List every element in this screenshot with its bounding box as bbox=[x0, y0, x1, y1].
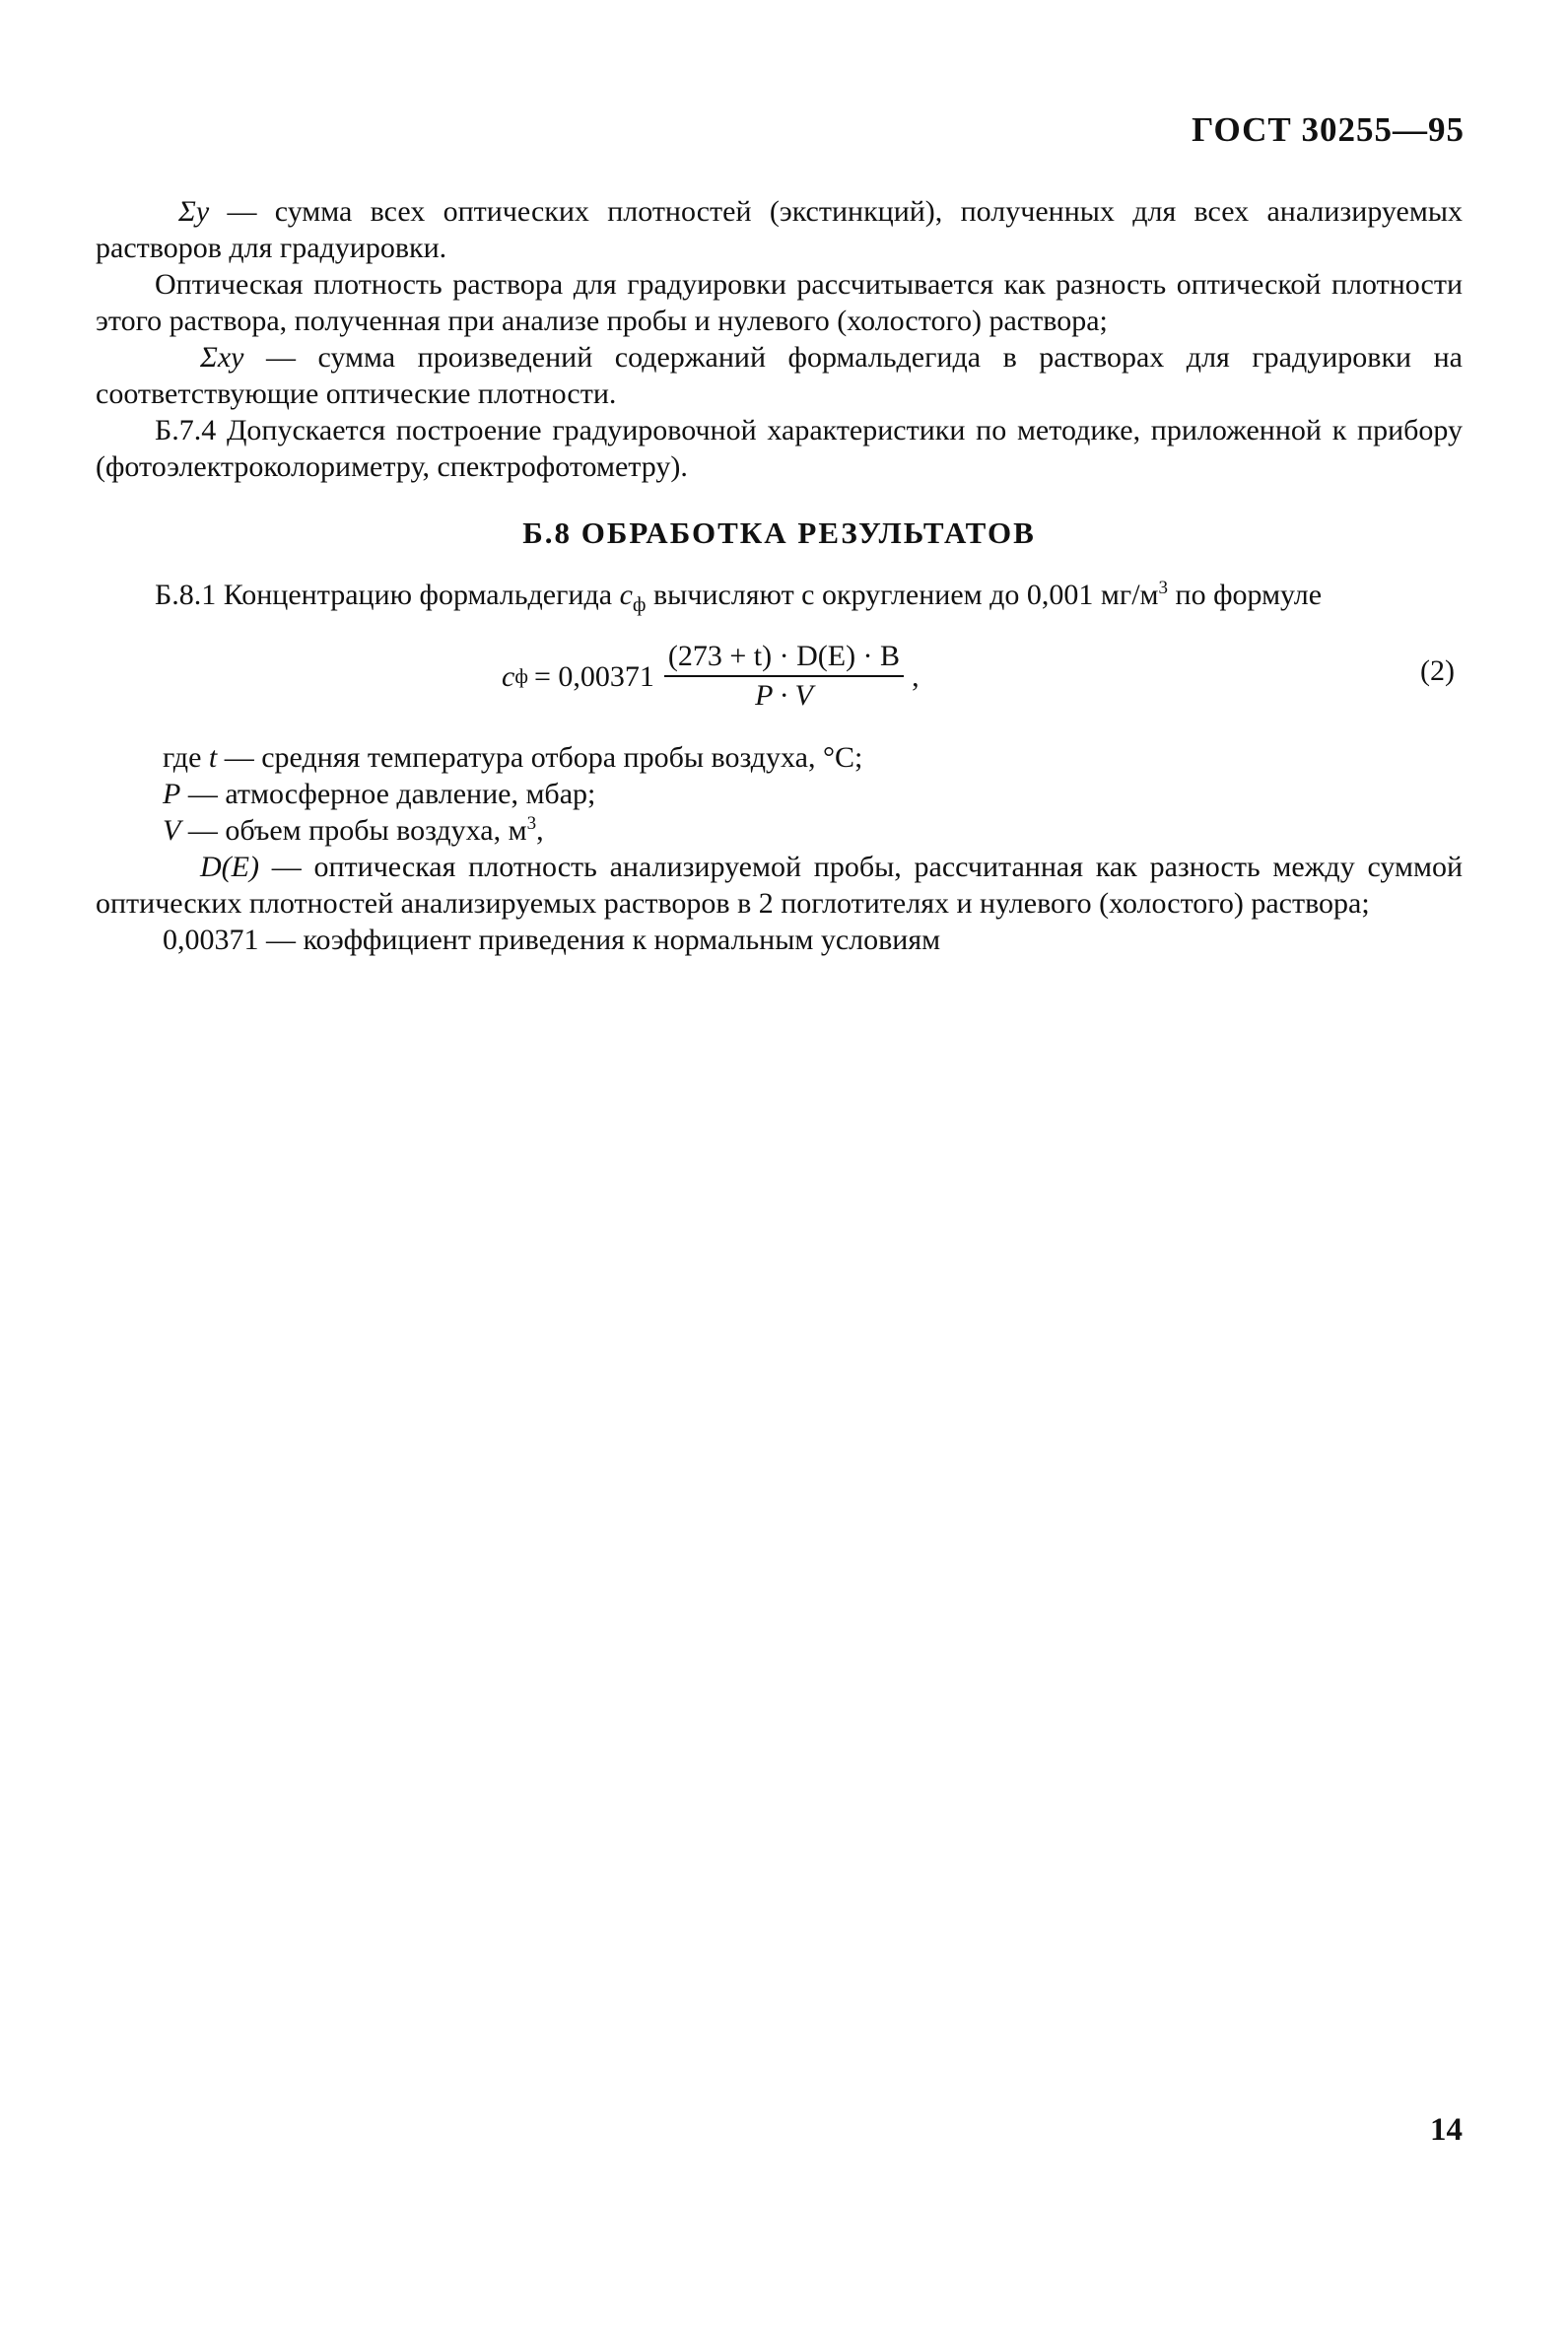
formula-trailing-comma: , bbox=[912, 659, 920, 693]
standard-code-header: ГОСТ 30255—95 bbox=[1192, 110, 1465, 149]
where-line-t bbox=[96, 739, 1463, 776]
where-symbol: V bbox=[163, 814, 181, 847]
paragraph-text: — сумма произведений содержаний формальдегида в растворах для градуировки на соответствующие оптические плотности. bbox=[96, 341, 1463, 410]
where-symbol: t bbox=[208, 741, 218, 774]
paragraph-optical-density: Оптическая плотность раствора для градуировки рассчитывается как разность оптической плотности этого раствора, полученная при анализе пробы и нулевого (холостого) раствора; bbox=[96, 268, 1463, 337]
where-after: , bbox=[536, 814, 544, 847]
where-lead: где bbox=[163, 741, 209, 774]
where-symbol: P bbox=[163, 778, 181, 810]
section-title: Б.8 ОБРАБОТКА РЕЗУЛЬТАТОВ bbox=[522, 515, 1036, 550]
where-text: — коэффициент приведения к нормальным условиям bbox=[258, 924, 941, 956]
document-body bbox=[96, 193, 1463, 958]
where-symbol: D(E) bbox=[200, 851, 259, 883]
where-text: — оптическая плотность анализируемой пробы, рассчитанная как разность между суммой оптических плотностей анализируемых растворов в 2 поглотителях и нулевого (холостого) раствора; bbox=[96, 851, 1463, 920]
paragraph-b-7-4: Б.7.4 Допускается построение градуировочной характеристики по методике, приложенной к прибору (фотоэлектроколориметру, спектрофотометру). bbox=[96, 414, 1463, 483]
paragraph-sum-xy bbox=[96, 339, 1463, 412]
formula-numerator: (273 + t) · D(E) · B bbox=[664, 640, 904, 677]
where-text: — атмосферное давление, мбар; bbox=[180, 778, 596, 810]
where-line-v bbox=[96, 812, 1463, 849]
where-line-coefficient bbox=[96, 922, 1463, 958]
page-number: 14 bbox=[1430, 2112, 1463, 2148]
text-lead: Б.8.1 Концентрацию формальдегида bbox=[155, 579, 620, 611]
paragraph-b-8-1 bbox=[96, 577, 1463, 616]
formula: c ф = 0,00371 $\frac{(273 + t) \cdot D(E) \cdot B}{P \cdot V}$ , bbox=[502, 640, 920, 712]
formula-block bbox=[96, 631, 1463, 721]
formula-denominator: P · V bbox=[755, 679, 813, 712]
where-text: — средняя температура отбора пробы воздуха, °С; bbox=[217, 741, 863, 774]
where-superscript: 3 bbox=[526, 813, 537, 834]
text-mid: вычисляют с округлением до 0,001 мг/м bbox=[646, 579, 1159, 611]
formula-lhs-var: c bbox=[502, 659, 515, 693]
formula-equals-coefficient: = 0,00371 bbox=[533, 659, 654, 693]
where-text: — объем пробы воздуха, м bbox=[180, 814, 527, 847]
where-lead: 0,00371 bbox=[163, 924, 259, 956]
where-line-p bbox=[96, 776, 1463, 812]
text-tail: по формуле bbox=[1168, 579, 1323, 611]
paragraph-sum-y bbox=[96, 193, 1463, 266]
sum-xy-symbol: Σxy bbox=[200, 341, 244, 374]
var-c-subscript: ф bbox=[632, 592, 647, 616]
var-c: c bbox=[619, 579, 633, 611]
formula-fraction bbox=[664, 640, 904, 713]
unit-superscript: 3 bbox=[1158, 578, 1169, 598]
equation-number: (2) bbox=[1420, 654, 1455, 687]
sum-y-symbol: Σy bbox=[178, 195, 210, 228]
where-line-de bbox=[96, 849, 1463, 922]
paragraph-text: — сумма всех оптических плотностей (экстинкций), полученных для всех анализируемых растворов для градуировки. bbox=[96, 195, 1463, 264]
